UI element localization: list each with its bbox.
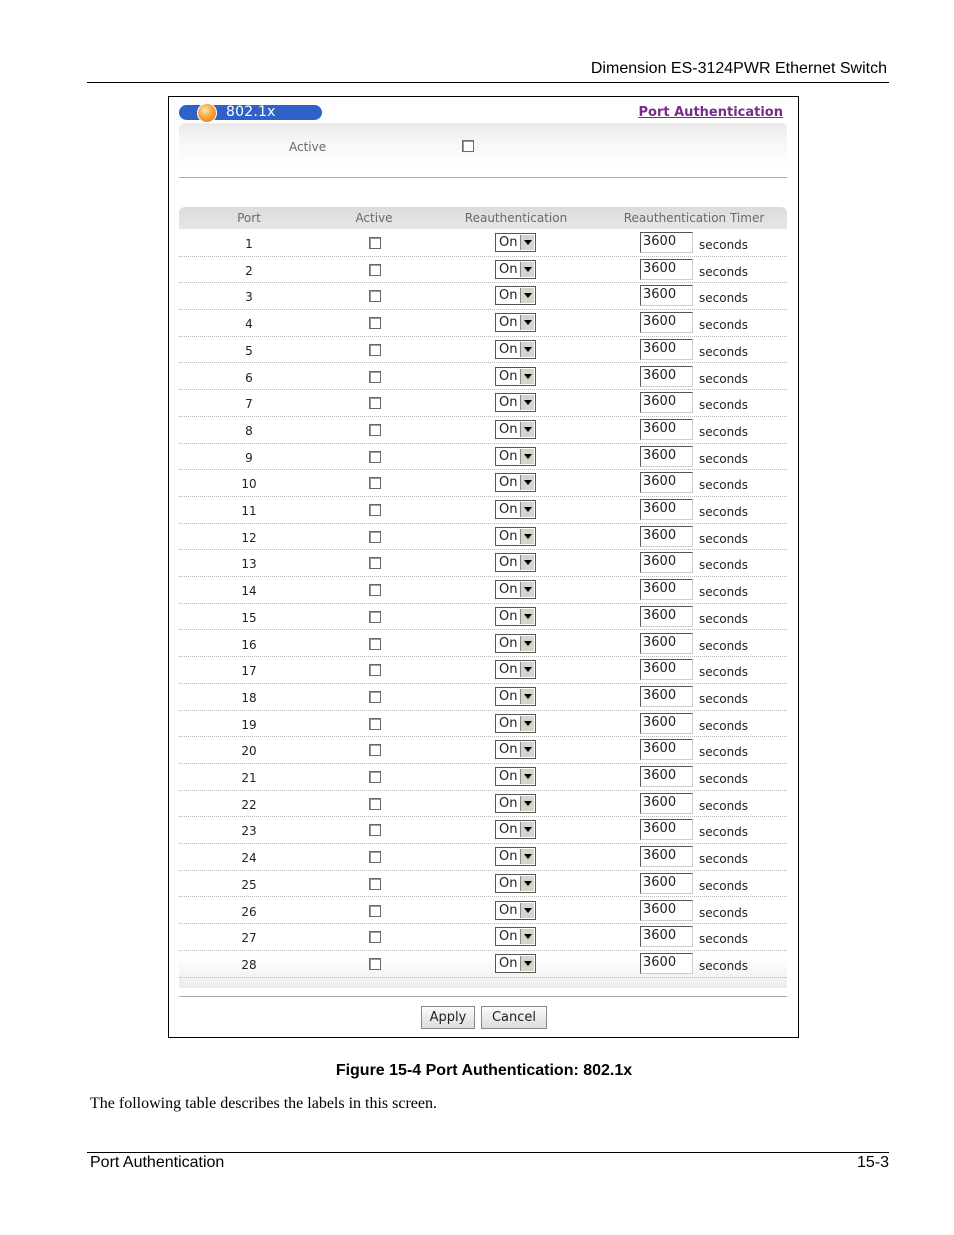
table-row <box>179 390 787 417</box>
apply-button[interactable]: Apply <box>421 1006 475 1029</box>
reauthentication-timer-input[interactable]: 3600 <box>640 232 693 253</box>
seconds-unit-label: seconds <box>699 585 749 600</box>
reauthentication-select[interactable] <box>495 714 536 733</box>
chevron-down-icon[interactable] <box>520 876 534 891</box>
header-rule <box>87 82 889 83</box>
port-number: 13 <box>241 557 257 572</box>
reauthentication-timer-input[interactable]: 3600 <box>640 659 693 680</box>
reauthentication-select[interactable] <box>495 340 536 359</box>
reauthentication-timer-input[interactable]: 3600 <box>640 819 693 840</box>
table-row <box>179 604 787 631</box>
port-active-checkbox[interactable] <box>369 504 381 516</box>
chevron-down-icon[interactable] <box>520 369 534 384</box>
chevron-down-icon[interactable] <box>520 849 534 864</box>
column-header-reauthentication: Reauthentication <box>464 211 568 225</box>
chevron-down-icon[interactable] <box>520 235 534 250</box>
reauthentication-timer-input[interactable]: 3600 <box>640 552 693 573</box>
reauthentication-select[interactable] <box>495 847 536 866</box>
reauthentication-value: On <box>499 475 518 491</box>
reauthentication-select[interactable] <box>495 954 536 973</box>
chevron-down-icon[interactable] <box>520 662 534 677</box>
seconds-unit-label: seconds <box>699 691 749 706</box>
screen-title: 802.1x <box>226 104 276 120</box>
reauthentication-select[interactable] <box>495 260 536 279</box>
chevron-down-icon[interactable] <box>520 342 534 357</box>
reauthentication-value: On <box>499 929 518 945</box>
reauthentication-value: On <box>499 528 518 544</box>
reauthentication-timer-input[interactable]: 3600 <box>640 285 693 306</box>
chevron-down-icon[interactable] <box>520 796 534 811</box>
table-row <box>179 791 787 818</box>
reauthentication-timer-input[interactable]: 3600 <box>640 713 693 734</box>
port-number: 28 <box>241 957 257 972</box>
reauthentication-select[interactable] <box>495 874 536 893</box>
seconds-unit-label: seconds <box>699 905 749 920</box>
table-row <box>179 257 787 284</box>
seconds-unit-label: seconds <box>699 745 749 760</box>
reauthentication-timer-input[interactable]: 3600 <box>640 633 693 654</box>
reauthentication-value: On <box>499 368 518 384</box>
reauthentication-timer-input[interactable]: 3600 <box>640 526 693 547</box>
seconds-unit-label: seconds <box>699 932 749 947</box>
table-row <box>179 550 787 577</box>
port-number: 25 <box>241 877 257 892</box>
reauthentication-select[interactable] <box>495 927 536 946</box>
port-number: 8 <box>245 423 253 438</box>
reauthentication-timer-input[interactable]: 3600 <box>640 446 693 467</box>
table-row <box>179 524 787 551</box>
reauthentication-timer-input[interactable]: 3600 <box>640 579 693 600</box>
port-active-checkbox[interactable] <box>369 638 381 650</box>
footer-section-title: Port Authentication <box>90 1154 225 1171</box>
port-authentication-link[interactable]: Port Authentication <box>638 105 783 120</box>
table-row <box>179 577 787 604</box>
port-number: 16 <box>241 637 257 652</box>
reauthentication-value: On <box>499 395 518 411</box>
seconds-unit-label: seconds <box>699 852 749 867</box>
column-header-active: Active <box>355 211 393 225</box>
reauthentication-value: On <box>499 555 518 571</box>
reauthentication-select[interactable] <box>495 687 536 706</box>
footer-page-number: 15-3 <box>856 1154 889 1171</box>
seconds-unit-label: seconds <box>699 398 749 413</box>
seconds-unit-label: seconds <box>699 531 749 546</box>
chevron-down-icon[interactable] <box>520 689 534 704</box>
cancel-button[interactable]: Cancel <box>481 1006 547 1029</box>
port-number: 5 <box>245 343 253 358</box>
table-row <box>179 364 787 391</box>
port-number: 6 <box>245 370 253 385</box>
chevron-down-icon[interactable] <box>520 422 534 437</box>
port-number: 27 <box>241 931 257 946</box>
port-active-checkbox[interactable] <box>369 798 381 810</box>
table-row <box>179 283 787 310</box>
body-paragraph: The following table describes the labels in this screen. <box>90 1095 438 1112</box>
reauthentication-value: On <box>499 769 518 784</box>
table-row <box>179 230 787 257</box>
reauthentication-timer-input[interactable]: 3600 <box>640 900 693 921</box>
table-row <box>179 337 787 364</box>
seconds-unit-label: seconds <box>699 958 749 973</box>
reauthentication-select[interactable] <box>495 447 536 466</box>
reauthentication-select[interactable] <box>495 607 536 626</box>
reauthentication-select[interactable] <box>495 553 536 572</box>
reauthentication-value: On <box>499 235 518 250</box>
reauthentication-value: On <box>499 662 518 678</box>
seconds-unit-label: seconds <box>699 371 749 386</box>
reauthentication-value: On <box>499 315 518 331</box>
reauthentication-value: On <box>499 822 518 838</box>
divider <box>179 177 787 178</box>
port-number: 18 <box>241 690 257 705</box>
seconds-unit-label: seconds <box>699 611 749 626</box>
port-active-checkbox[interactable] <box>369 531 381 543</box>
seconds-unit-label: seconds <box>699 798 749 813</box>
table-row <box>179 497 787 524</box>
reauthentication-timer-input[interactable]: 3600 <box>640 312 693 333</box>
table-row <box>179 817 787 844</box>
table-row <box>179 898 787 925</box>
port-number: 15 <box>241 610 257 625</box>
chevron-down-icon[interactable] <box>520 609 534 624</box>
seconds-unit-label: seconds <box>699 264 749 279</box>
reauthentication-select[interactable] <box>495 820 536 839</box>
table-row <box>179 417 787 444</box>
table-row <box>179 631 787 658</box>
reauthentication-timer-input[interactable]: 3600 <box>640 392 693 413</box>
table-row <box>179 684 787 711</box>
chevron-down-icon[interactable] <box>520 822 534 837</box>
reauthentication-value: On <box>499 688 518 704</box>
seconds-unit-label: seconds <box>699 718 749 733</box>
chevron-down-icon[interactable] <box>520 262 534 277</box>
port-active-checkbox[interactable] <box>369 557 381 569</box>
reauthentication-timer-input[interactable]: 3600 <box>640 739 693 760</box>
reauthentication-value: On <box>499 502 518 517</box>
port-active-checkbox[interactable] <box>369 744 381 756</box>
port-number: 23 <box>241 824 257 839</box>
reauthentication-select[interactable] <box>495 794 536 813</box>
reauthentication-value: On <box>499 608 518 624</box>
seconds-unit-label: seconds <box>699 505 749 519</box>
active-checkbox[interactable] <box>462 140 474 152</box>
chevron-down-icon[interactable] <box>520 529 534 544</box>
port-number: 14 <box>241 584 257 599</box>
active-label: Active <box>289 140 327 154</box>
port-active-checkbox[interactable] <box>369 878 381 890</box>
reauthentication-timer-input[interactable]: 3600 <box>640 926 693 947</box>
port-active-checkbox[interactable] <box>369 477 381 489</box>
seconds-unit-label: seconds <box>699 478 749 493</box>
reauthentication-timer-input[interactable]: 3600 <box>640 339 693 360</box>
chevron-down-icon[interactable] <box>520 903 534 918</box>
reauthentication-value: On <box>499 795 518 811</box>
port-number: 1 <box>245 237 253 251</box>
port-number: 24 <box>241 851 257 866</box>
figure-caption: Figure 15-4 Port Authentication: 802.1x <box>335 1062 633 1079</box>
seconds-unit-label: seconds <box>699 772 749 786</box>
port-number: 4 <box>245 317 253 332</box>
port-active-checkbox[interactable] <box>369 664 381 676</box>
port-active-checkbox[interactable] <box>369 264 381 276</box>
reauthentication-select[interactable] <box>495 367 536 386</box>
chevron-down-icon[interactable] <box>520 449 534 464</box>
seconds-unit-label: seconds <box>699 451 749 466</box>
reauthentication-timer-input[interactable]: 3600 <box>640 846 693 867</box>
port-active-checkbox[interactable] <box>369 344 381 356</box>
reauthentication-value: On <box>499 261 518 277</box>
screenshot-frame <box>168 96 799 1038</box>
port-active-checkbox[interactable] <box>369 611 381 623</box>
reauthentication-value: On <box>499 875 518 891</box>
chevron-down-icon[interactable] <box>520 716 534 731</box>
chevron-down-icon[interactable] <box>520 475 534 490</box>
column-header-reauthentication-timer: Reauthentication Timer <box>623 211 765 225</box>
seconds-unit-label: seconds <box>699 291 749 306</box>
reauthentication-value: On <box>499 902 518 918</box>
table-row <box>179 444 787 471</box>
chevron-down-icon[interactable] <box>520 582 534 597</box>
port-number: 21 <box>241 771 257 785</box>
table-row <box>179 470 787 497</box>
chevron-down-icon[interactable] <box>520 742 534 757</box>
seconds-unit-label: seconds <box>699 665 749 680</box>
port-active-checkbox[interactable] <box>369 851 381 863</box>
seconds-unit-label: seconds <box>699 825 749 840</box>
chevron-down-icon[interactable] <box>520 769 534 784</box>
reauthentication-value: On <box>499 955 518 971</box>
chevron-down-icon[interactable] <box>520 288 534 303</box>
reauthentication-select[interactable] <box>495 233 536 252</box>
chevron-down-icon[interactable] <box>520 315 534 330</box>
port-active-checkbox[interactable] <box>369 290 381 302</box>
reauthentication-value: On <box>499 715 518 731</box>
port-active-checkbox[interactable] <box>369 424 381 436</box>
reauthentication-select[interactable] <box>495 527 536 546</box>
port-active-checkbox[interactable] <box>369 824 381 836</box>
port-active-checkbox[interactable] <box>369 397 381 409</box>
port-number: 3 <box>245 290 253 305</box>
port-active-checkbox[interactable] <box>369 718 381 730</box>
footer-rule <box>87 1152 889 1153</box>
table-row <box>179 764 787 791</box>
port-active-checkbox[interactable] <box>369 317 381 329</box>
reauthentication-select[interactable] <box>495 500 536 519</box>
reauthentication-timer-input[interactable]: 3600 <box>640 953 693 974</box>
port-active-checkbox[interactable] <box>369 931 381 943</box>
table-row <box>179 871 787 898</box>
port-number: 22 <box>241 797 257 812</box>
table-row <box>179 951 787 978</box>
reauthentication-timer-input[interactable]: 3600 <box>640 686 693 707</box>
reauthentication-value: On <box>499 849 518 865</box>
seconds-unit-label: seconds <box>699 878 749 893</box>
port-number: 17 <box>241 664 257 679</box>
port-number: 10 <box>241 477 257 492</box>
port-number: 9 <box>245 450 253 465</box>
port-number: 12 <box>241 530 257 545</box>
port-number: 11 <box>241 504 257 518</box>
reauthentication-select[interactable] <box>495 313 536 332</box>
table-row <box>179 924 787 951</box>
port-number: 7 <box>245 397 253 412</box>
seconds-unit-label: seconds <box>699 344 749 359</box>
reauthentication-timer-input[interactable]: 3600 <box>640 766 693 787</box>
table-row <box>179 711 787 738</box>
reauthentication-value: On <box>499 288 518 304</box>
reauthentication-select[interactable] <box>495 420 536 439</box>
orb-icon <box>197 103 217 123</box>
table-row <box>179 657 787 684</box>
reauthentication-value: On <box>499 421 518 437</box>
chevron-down-icon[interactable] <box>520 636 534 651</box>
seconds-unit-label: seconds <box>699 638 749 653</box>
chevron-down-icon[interactable] <box>520 555 534 570</box>
reauthentication-timer-input[interactable]: 3600 <box>640 499 693 520</box>
port-active-checkbox[interactable] <box>369 691 381 703</box>
reauthentication-select[interactable] <box>495 660 536 679</box>
seconds-unit-label: seconds <box>699 238 749 252</box>
seconds-unit-label: seconds <box>699 424 749 439</box>
reauthentication-timer-input[interactable]: 3600 <box>640 472 693 493</box>
reauthentication-select[interactable] <box>495 740 536 759</box>
reauthentication-value: On <box>499 341 518 357</box>
reauthentication-timer-input[interactable]: 3600 <box>640 606 693 627</box>
table-row <box>179 310 787 337</box>
reauthentication-select[interactable] <box>495 580 536 599</box>
table-row <box>179 737 787 764</box>
seconds-unit-label: seconds <box>699 318 749 333</box>
reauthentication-timer-input[interactable]: 3600 <box>640 366 693 387</box>
port-number: 2 <box>245 263 253 278</box>
document-header: Dimension ES-3124PWR Ethernet Switch <box>590 60 887 77</box>
reauthentication-select[interactable] <box>495 393 536 412</box>
reauthentication-select[interactable] <box>495 634 536 653</box>
port-number: 26 <box>241 904 257 919</box>
reauthentication-value: On <box>499 635 518 651</box>
column-header-port: Port <box>237 211 261 225</box>
reauthentication-timer-input[interactable]: 3600 <box>640 793 693 814</box>
chevron-down-icon[interactable] <box>520 956 534 971</box>
port-number: 19 <box>241 717 257 732</box>
port-active-checkbox[interactable] <box>369 237 381 249</box>
reauthentication-select[interactable] <box>495 901 536 920</box>
reauthentication-timer-input[interactable]: 3600 <box>640 419 693 440</box>
chevron-down-icon[interactable] <box>520 395 534 410</box>
seconds-unit-label: seconds <box>699 558 749 573</box>
chevron-down-icon[interactable] <box>520 929 534 944</box>
port-active-checkbox[interactable] <box>369 371 381 383</box>
chevron-down-icon[interactable] <box>520 502 534 517</box>
divider <box>179 996 787 997</box>
reauthentication-select[interactable] <box>495 286 536 305</box>
port-active-checkbox[interactable] <box>369 958 381 970</box>
table-row <box>179 844 787 871</box>
active-panel <box>179 123 787 168</box>
reauthentication-timer-input[interactable]: 3600 <box>640 873 693 894</box>
port-active-checkbox[interactable] <box>369 905 381 917</box>
port-active-checkbox[interactable] <box>369 584 381 596</box>
reauthentication-select[interactable] <box>495 473 536 492</box>
port-active-checkbox[interactable] <box>369 451 381 463</box>
reauthentication-select[interactable] <box>495 767 536 786</box>
reauthentication-timer-input[interactable]: 3600 <box>640 259 693 280</box>
port-active-checkbox[interactable] <box>369 771 381 783</box>
reauthentication-value: On <box>499 742 518 758</box>
reauthentication-value: On <box>499 582 518 598</box>
port-number: 20 <box>241 744 257 759</box>
reauthentication-value: On <box>499 448 518 464</box>
